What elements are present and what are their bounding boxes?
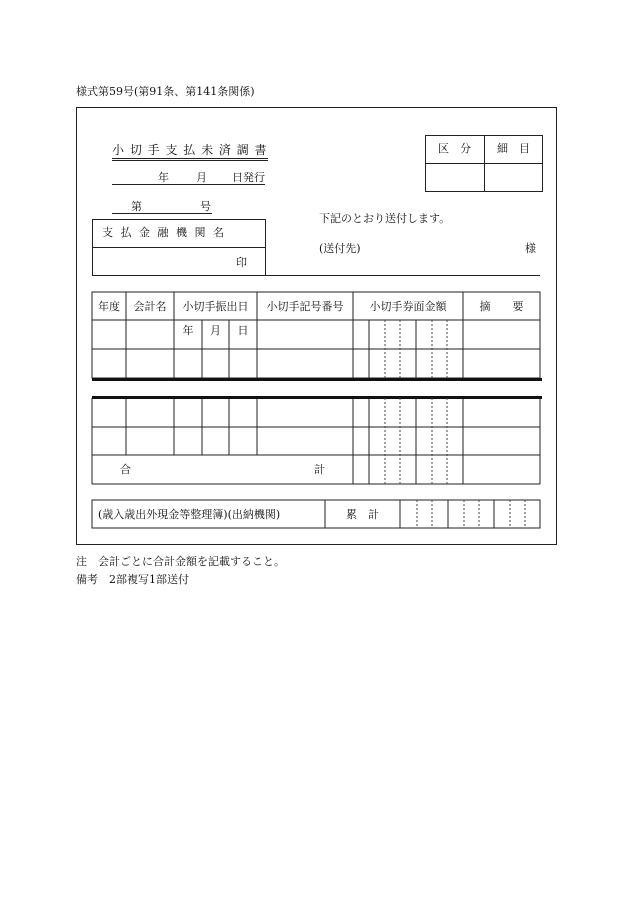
header-amount: 小切手券面金額 (369, 300, 447, 313)
header-issue-date: 小切手振出日 (182, 300, 249, 313)
issue-year-label: 年 (158, 171, 169, 184)
destination-honorific: 様 (525, 242, 536, 255)
transfer-note: 下記のとおり送付します。 (319, 212, 451, 225)
form-id: 様式第59号(第91条、第141条関係) (76, 85, 255, 98)
header-fiscal-year: 年度 (98, 300, 120, 313)
header-account: 会計名 (133, 300, 167, 313)
cumulative-label: 累 計 (346, 508, 379, 521)
kubun-label: 区 分 (438, 142, 471, 155)
issue-month-label: 月 (196, 171, 207, 184)
remark-text: 備考 2部複写1部送付 (76, 573, 189, 586)
ledger-label: (歳入歳出外現金等整理簿)(出納機関) (98, 508, 281, 521)
subheader-year: 年 (182, 324, 194, 337)
subheader-day: 日 (237, 324, 249, 337)
total-label-right: 計 (314, 463, 325, 476)
issue-day-label: 日発行 (232, 171, 265, 184)
form-title: 小 切 手 支 払 未 済 調 書 (112, 144, 268, 161)
number-prefix: 第 (131, 200, 142, 213)
note-text: 注 会計ごとに合計金額を記載すること。 (76, 555, 285, 568)
saimoku-label: 細 目 (497, 142, 530, 155)
bank-label: 支 払 金 融 機 関 名 (102, 226, 226, 239)
destination-label: (送付先) (319, 242, 361, 255)
bank-seal-label: 印 (236, 256, 247, 269)
header-remarks: 摘 要 (479, 300, 524, 313)
subheader-month: 月 (210, 324, 221, 337)
number-suffix: 号 (200, 200, 211, 213)
total-label-left: 合 (120, 463, 131, 476)
header-check-number: 小切手記号番号 (266, 300, 344, 313)
